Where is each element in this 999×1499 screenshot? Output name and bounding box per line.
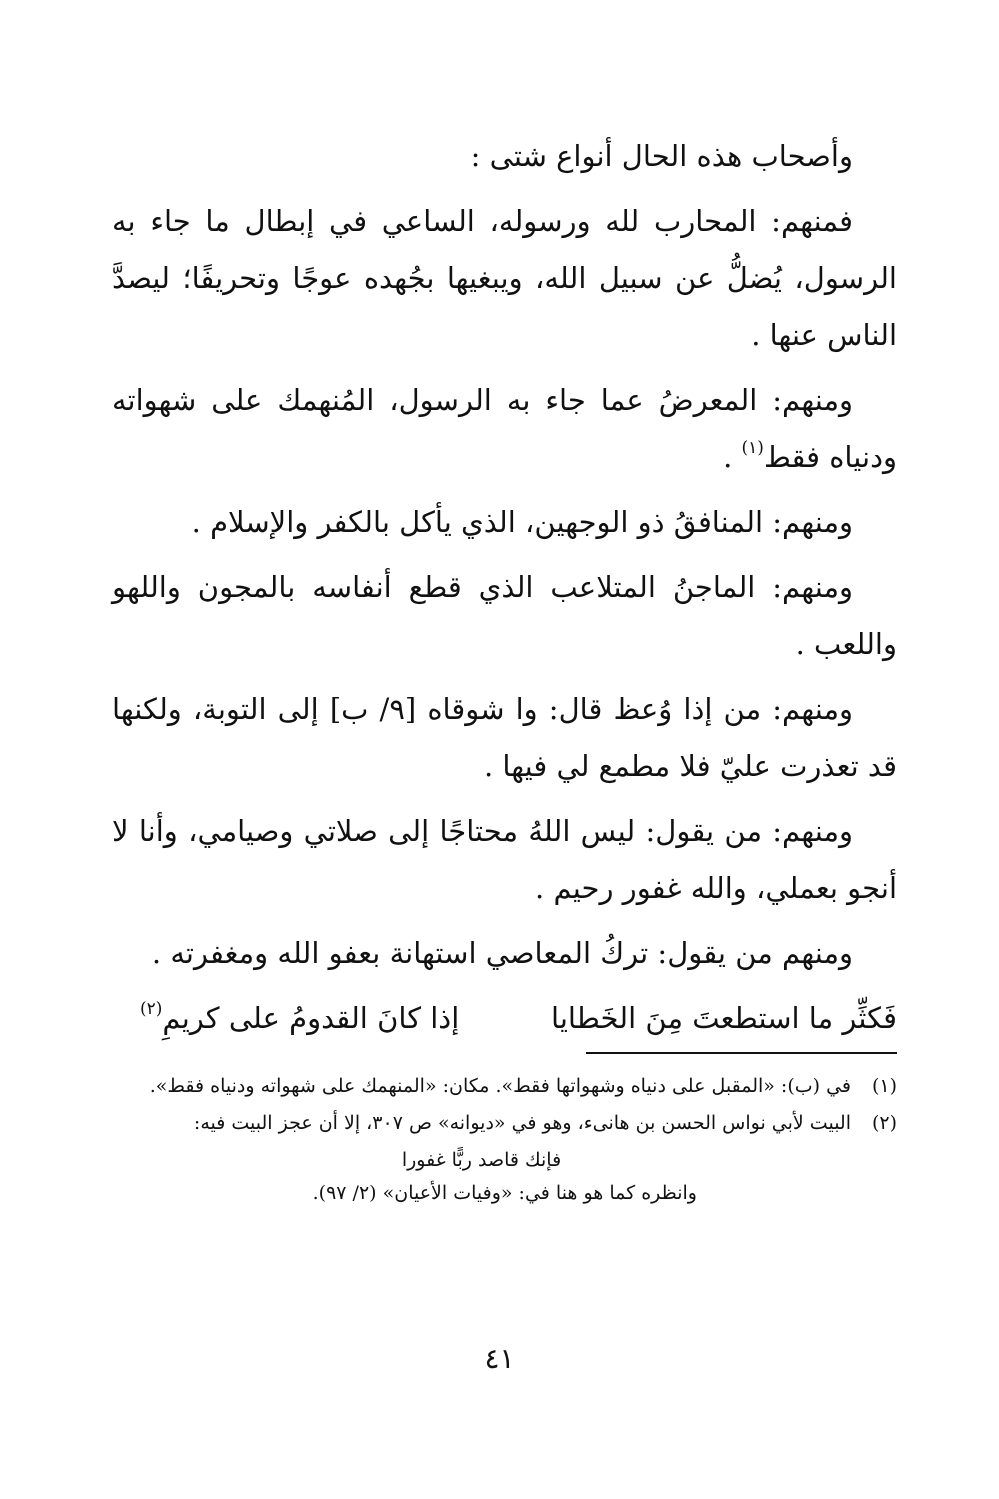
paragraph-2-text: ومنهم: المعرضُ عما جاء به الرسول، المُنهمك على شهواته ودنياه فقط [112,383,897,474]
verse-first-hemistich: فَكثِّر ما استطعتَ مِنَ الخَطايا [551,1001,897,1035]
paragraph-4: ومنهم: الماجنُ المتلاعب الذي قطع أنفاسه بالمجون واللهو واللعب . [112,570,897,661]
footnote-ref-1[interactable]: (١) [741,438,764,458]
verse-second-hemistich [140,990,459,1047]
page-number: ٤١ [484,1342,515,1375]
footnotes [112,1070,897,1210]
footnote-1-number: (١) [871,1075,897,1097]
paragraph-7: ومنهم من يقول: تركُ المعاصي استهانة بعفو الله ومغفرته . [151,936,853,970]
paragraph-6: ومنهم: من يقول: ليس اللهُ محتاجًا إلى صلاتي وصيامي، وأنا لا أنجو بعملي، والله غفور رحيم . [112,814,897,905]
main-text [112,128,897,1055]
footnote-2-quote: فإنك قاصد ربًّا غفورا [401,1149,562,1171]
paragraph-2-end: . [723,440,742,474]
footnote-separator [586,1052,897,1054]
paragraph-3: ومنهم: المنافقُ ذو الوجهين، الذي يأكل بالكفر والإسلام . [191,505,853,539]
verse-second-text: إذا كانَ القدومُ على كريمِ [162,1001,460,1035]
paragraph-5: ومنهم: من إذا وُعظ قال: وا شوقاه [٩/ ب] إلى التوبة، ولكنها قد تعذرت عليّ فلا مطمع لي فيها . [112,692,897,783]
paragraph-1: فمنهم: المحارب لله ورسوله، الساعي في إبطال ما جاء به الرسول، يُضلُّ عن سبيل الله، ويبغيها بجُهده عوجًا وتحريفًا؛ ليصدَّ الناس عنها . [112,204,897,352]
footnote-2-text: البيت لأبي نواس الحسن بن هانىء، وهو في «ديوانه» ص ٣٠٧، إلا أن عجز البيت فيه: [193,1112,851,1134]
footnote-1-text: في (ب): «المقبل على دنياه وشهواتها فقط». مكان: «المنهمك على شهواته ودنياه فقط». [149,1075,851,1097]
footnote-2 [112,1107,897,1140]
intro-line: وأصحاب هذه الحال أنواع شتى : [470,139,853,173]
footnote-2-reference: وانظره كما هو هنا في: «وفيات الأعيان» (٢/ ٩٧). [312,1182,697,1204]
poem-verse [112,990,897,1047]
footnote-2-number: (٢) [871,1112,897,1134]
footnote-ref-2[interactable]: (٢) [140,999,163,1019]
paragraph-2 [112,372,897,486]
footnote-1 [112,1070,897,1103]
